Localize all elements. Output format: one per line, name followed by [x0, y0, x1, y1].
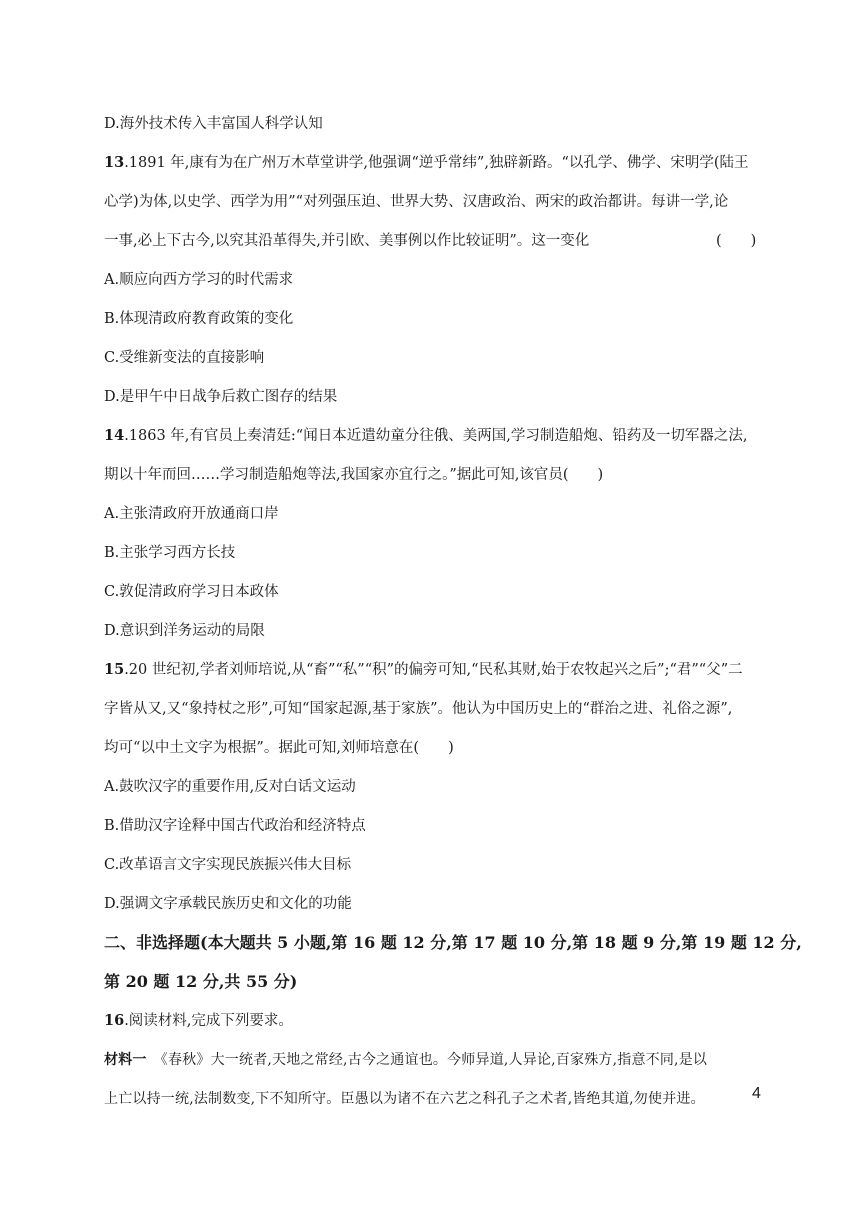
- q15-number: 15: [104, 661, 125, 678]
- section-two-heading-line-1: 二、非选择题(本大题共 5 小题,第 16 题 12 分,第 17 题 10 分,第 18 题 9 分,第 19 题 12 分,: [104, 933, 802, 952]
- q15-stem-line-3: 均可“以中土文字为根据”。据此可知,刘师培意在( ): [104, 740, 454, 756]
- q13-number: 13: [104, 154, 125, 171]
- q15-option-a: A.鼓吹汉字的重要作用,反对白话文运动: [104, 779, 356, 795]
- q16-material-text-1: 《春秋》大一统者,天地之常经,古今之通谊也。今师异道,人异论,百家殊方,指意不同,是以: [146, 1052, 708, 1068]
- section-two-heading-line-2: 第 20 题 12 分,共 55 分): [104, 972, 298, 991]
- q15-stem-line-1: [104, 660, 764, 680]
- q13-stem-text-1: .1891 年,康有为在广州万木草堂讲学,他强调“逆乎常纬”,独辟新路。“以孔学、佛学、宋明学(陆王: [124, 155, 749, 171]
- q14-stem-line-1: [104, 426, 764, 446]
- q15-stem-line-2: 字皆从又,又“象持杖之形”,可知“国家起源,基于家族”。他认为中国历史上的“群治之进、礼俗之源”,: [104, 701, 733, 717]
- q13-option-a: A.顺应向西方学习的时代需求: [104, 272, 294, 288]
- q13-option-c: C.受维新变法的直接影响: [104, 350, 265, 366]
- q14-number: 14: [104, 427, 125, 444]
- q14-option-a: A.主张清政府开放通商口岸: [104, 506, 279, 522]
- q14-stem-text-1: .1863 年,有官员上奏清廷:“闻日本近遣幼童分往俄、美两国,学习制造船炮、铅药及一切军器之法,: [124, 428, 748, 444]
- page-number: 4: [752, 1085, 761, 1102]
- q16-material-line-1: [104, 1050, 764, 1070]
- q15-option-c: C.改革语言文字实现民族振兴伟大目标: [104, 857, 352, 873]
- q13-option-b: B.体现清政府教育政策的变化: [104, 311, 294, 327]
- q13-stem-line-1: [104, 153, 764, 173]
- q14-stem-line-2: 期以十年而回……学习制造船炮等法,我国家亦宜行之。”据此可知,该官员( ): [104, 467, 604, 483]
- q12-option-d: D.海外技术传入丰富国人科学认知: [104, 116, 323, 132]
- q16-stem: [104, 1011, 764, 1031]
- q16-material-label: 材料一: [104, 1052, 147, 1068]
- q14-option-d: D.意识到洋务运动的局限: [104, 623, 265, 639]
- q14-option-b: B.主张学习西方长技: [104, 545, 236, 561]
- q15-option-d: D.强调文字承载民族历史和文化的功能: [104, 896, 352, 912]
- q16-number: 16: [104, 1012, 125, 1029]
- q16-stem-text: .阅读材料,完成下列要求。: [124, 1013, 293, 1029]
- q13-stem-line-2: 心学)为体,以史学、西学为用”“对列强压迫、世界大势、汉唐政治、两宋的政治都讲。每讲一学,论: [104, 194, 729, 210]
- q15-option-b: B.借助汉字诠释中国古代政治和经济特点: [104, 818, 366, 834]
- q13-option-d: D.是甲午中日战争后救亡图存的结果: [104, 389, 338, 405]
- q14-option-c: C.敦促清政府学习日本政体: [104, 584, 279, 600]
- q16-material-line-2: 上亡以持一统,法制数变,下不知所守。臣愚以为诸不在六艺之科孔子之术者,皆绝其道,勿使并进。: [104, 1091, 705, 1107]
- q13-answer-paren: ( ): [716, 233, 757, 249]
- q13-stem-line-3: 一事,必上下古今,以究其沿革得失,并引欧、美事例以作比较证明”。这一变化: [104, 233, 590, 249]
- q15-stem-text-1: .20 世纪初,学者刘师培说,从“畜”“私”“积”的偏旁可知,“民私其财,始于农牧起兴之后”;“君”“父”二: [124, 662, 743, 678]
